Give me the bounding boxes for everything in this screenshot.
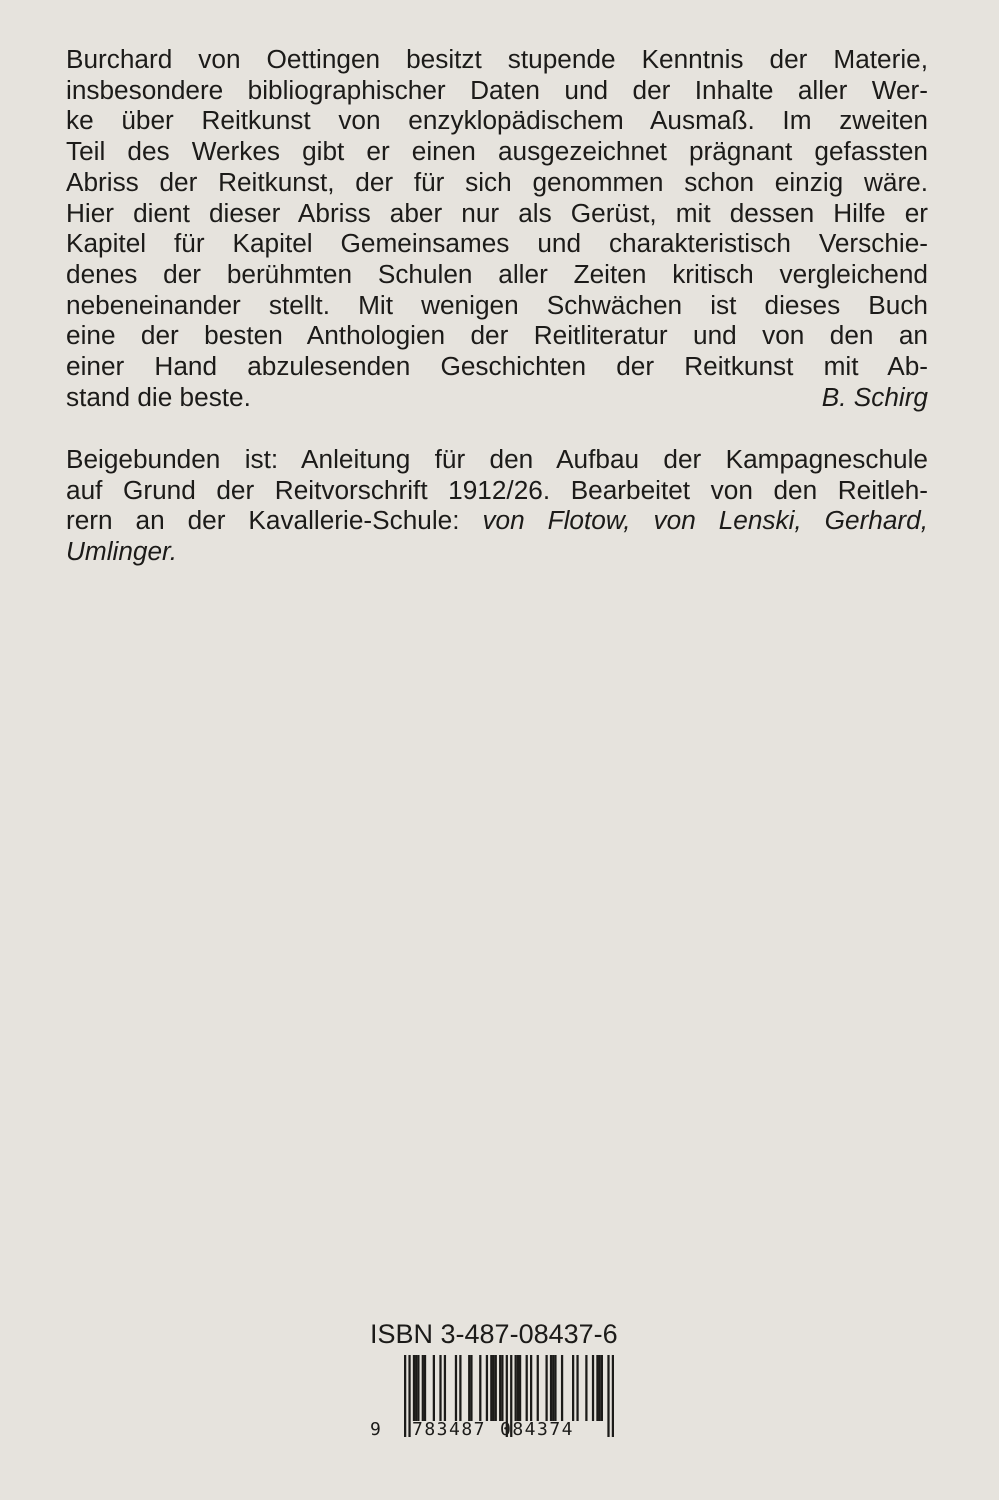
- review-line: Teil des Werkes gibt er einen ausgezeichnet prägnant gefassten: [66, 136, 928, 167]
- barcode-bar: [517, 1355, 519, 1421]
- barcode-bar: [413, 1355, 415, 1421]
- barcode-bar: [415, 1355, 417, 1421]
- review-line: Abriss der Reitkunst, der für sich genommen schon einzig wäre.: [66, 166, 928, 197]
- review-line: denes der berühmten Schulen aller Zeiten kritisch vergleichend: [66, 258, 928, 289]
- barcode-bar: [492, 1355, 494, 1421]
- isbn-block: [370, 1319, 620, 1349]
- barcode-bar: [519, 1355, 521, 1421]
- barcode-bar: [526, 1355, 528, 1421]
- barcode-bar: [561, 1355, 563, 1421]
- appendix-text: [66, 444, 928, 567]
- review-closing-text: stand die beste.: [66, 381, 251, 412]
- barcode-digits-right: 084374: [500, 1419, 575, 1440]
- review-line: Kapitel für Kapitel Gemeinsames und charakteristisch Verschie-: [66, 228, 928, 259]
- barcode-bar: [404, 1355, 406, 1437]
- barcode-bar: [433, 1355, 435, 1421]
- barcode-bar: [470, 1355, 472, 1421]
- barcode-bar: [607, 1355, 609, 1437]
- review-last-line: [66, 382, 928, 413]
- review-text: [66, 44, 928, 412]
- barcode-digit-prefix: 9: [370, 1419, 381, 1440]
- barcode-digits-left: 783487: [412, 1419, 487, 1440]
- barcode-bar: [479, 1355, 481, 1421]
- barcode-bar: [585, 1355, 587, 1421]
- barcode-bar: [408, 1355, 410, 1437]
- barcode-bar: [601, 1355, 603, 1421]
- appendix-authors: von Flotow, von Lenski, Gerhard,: [482, 505, 928, 536]
- barcode-bar: [554, 1355, 556, 1421]
- barcode-bar: [576, 1355, 578, 1421]
- appendix-line: [66, 505, 928, 536]
- barcode-bar: [417, 1355, 419, 1421]
- barcode-bar: [424, 1355, 426, 1421]
- barcode-bar: [439, 1355, 441, 1421]
- review-signature: B. Schirg: [821, 381, 928, 412]
- barcode-bar: [545, 1355, 547, 1421]
- barcode-bar: [422, 1355, 424, 1421]
- isbn-label: ISBN 3-487-08437-6: [370, 1319, 618, 1349]
- barcode-bar: [468, 1355, 470, 1421]
- review-line: Hier dient dieser Abriss aber nur als Gerüst, mit dessen Hilfe er: [66, 197, 928, 228]
- barcode-bar: [444, 1355, 446, 1421]
- barcode-bar: [552, 1355, 554, 1421]
- review-line: ke über Reitkunst von enzyklopädischem Ausmaß. Im zweiten: [66, 105, 928, 136]
- barcode-bar: [592, 1355, 594, 1421]
- barcode-bar: [537, 1355, 539, 1421]
- barcode-bar: [612, 1355, 614, 1437]
- appendix-line: auf Grund der Reitvorschrift 1912/26. Bearbeitet von den Reitleh-: [66, 474, 928, 505]
- barcode-bar: [486, 1355, 488, 1421]
- appendix-line-regular: rern an der Kavallerie-Schule:: [66, 505, 483, 536]
- barcode-bar: [455, 1355, 457, 1421]
- review-line: nebeneinander stellt. Mit wenigen Schwächen ist dieses Buch: [66, 289, 928, 320]
- barcode-bar: [490, 1355, 492, 1421]
- review-line: Burchard von Oettingen besitzt stupende Kenntnis der Materie,: [66, 44, 928, 74]
- barcode-bar: [572, 1355, 574, 1421]
- barcode-bar: [515, 1355, 517, 1421]
- barcode-bar: [499, 1355, 501, 1421]
- barcode-bar: [459, 1355, 461, 1421]
- appendix-authors-end: Umlinger.: [66, 536, 178, 567]
- barcode-bar: [530, 1355, 532, 1421]
- barcode-bar: [599, 1355, 601, 1421]
- barcode-bar: [550, 1355, 552, 1421]
- appendix-line: Beigebunden ist: Anleitung für den Aufbau der Kampagneschule: [66, 444, 928, 474]
- barcode-bar: [495, 1355, 497, 1421]
- barcode-bar: [501, 1355, 503, 1421]
- barcode-bar: [596, 1355, 598, 1421]
- review-line: einer Hand abzulesenden Geschichten der Reitkunst mit Ab-: [66, 351, 928, 382]
- review-line: eine der besten Anthologien der Reitliteratur und von den an: [66, 320, 928, 351]
- review-line: insbesondere bibliographischer Daten und der Inhalte aller Wer-: [66, 74, 928, 105]
